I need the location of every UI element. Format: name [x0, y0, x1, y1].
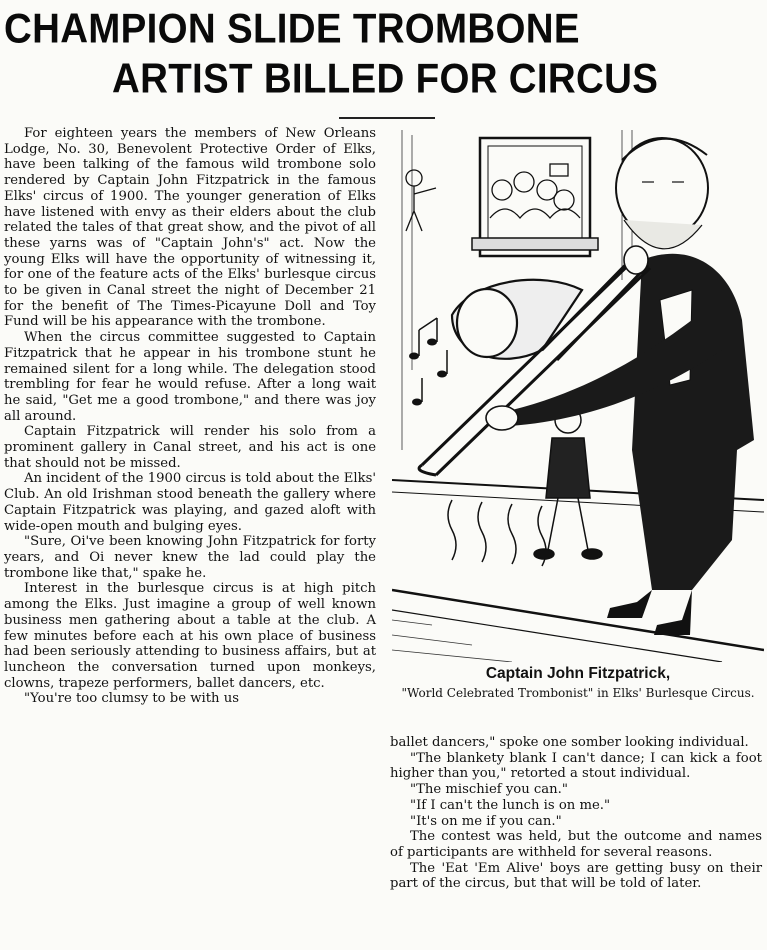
article-left-column — [4, 126, 376, 707]
paragraph: ballet dancers," spoke one somber looking individual. — [390, 735, 749, 750]
caption-title: Captain John Fitzpatrick, — [485, 665, 671, 682]
paragraph: Captain Fitzpatrick will render his solo from a prominent gallery in Canal street, and his act is one that should not be missed. — [4, 424, 376, 471]
paragraph: "Sure, Oi've been knowing John Fitzpatrick for forty years, and Oi never knew the lad could play the trombone like that," spake he. — [4, 534, 376, 581]
paragraph: For eighteen years the members of New Orleans Lodge, No. 30, Benevolent Protective Order of Elks, have been talking of the famous wild trombone solo rendered by Captain John Fitzpatrick in the famous Elks' circus of 1900. The younger generation of Elks have listened with envy as their elders about the club related the tales of that great show, and the pivot of all these yarns was of "Captain John's" act. Now the young Elks will have the opportunity of witnessing it, for one of the feature acts of the Elks' burlesque circus to be given in Canal street the night of December 21 for the benefit of The Times-Picayune Doll and Toy Fund will be his appearance with the trombone. — [4, 126, 376, 330]
headline-line-1: CHAMPION SLIDE TROMBONE — [4, 6, 580, 53]
paragraph: "You're too clumsy to be with us — [24, 691, 239, 707]
paragraph: An incident of the 1900 circus is told about the Elks' Club. An old Irishman stood beneath the gallery where Captain Fitzpatrick was playing, and gazed aloft with wide-open mouth and bulging eyes. — [4, 471, 376, 534]
paragraph: Interest in the burlesque circus is at high pitch among the Elks. Just imagine a group of well known business men gathering about a table at the club. A few minutes before each at his own place of business had been seriously attending to business affairs, but at luncheon the conversation turned upon monkeys, clowns, trapeze performers, ballet dancers, etc. — [4, 581, 376, 691]
paragraph: "The blankety blank I can't dance; I can kick a foot higher than you," retorted a stout individual. — [390, 750, 762, 782]
headline-line-2: ARTIST BILLED FOR CIRCUS — [112, 56, 659, 103]
article-right-column — [390, 735, 762, 892]
paragraph: "It's on me if you can." — [410, 813, 562, 829]
paragraph: The contest was held, but the outcome and names of participants are withheld for several reasons. — [390, 829, 762, 860]
caption-subtitle: "World Celebrated Trombonist" in Elks' Burlesque Circus. — [401, 686, 755, 700]
paragraph: "If I can't the lunch is on me." — [410, 797, 611, 813]
paragraph: When the circus committee suggested to Captain Fitzpatrick that he appear in his trombone stunt he remained silent for a long while. The delegation stood trembling for fear he would refuse. After a long wait he said, "Get me a good trombone," and there was joy all around. — [4, 330, 376, 424]
trombonist-illustration — [392, 120, 764, 662]
paragraph: The 'Eat 'Em Alive' boys are getting busy on their part of the circus, but that will be told of later. — [390, 860, 762, 892]
paragraph: "The mischief you can." — [410, 782, 568, 798]
headline-rule — [339, 117, 435, 119]
